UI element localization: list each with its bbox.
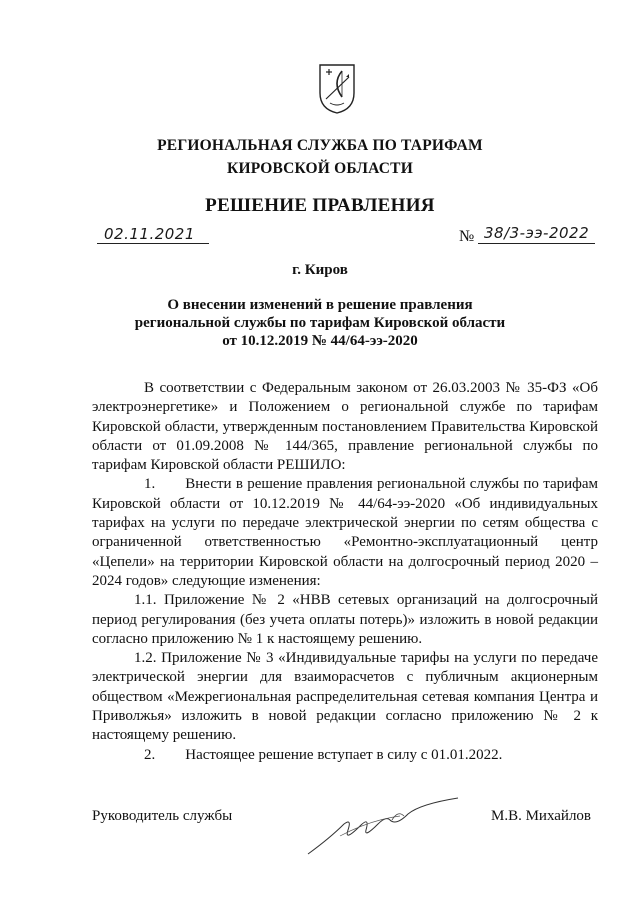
intro-paragraph: В соответствии с Федеральным законом от 26.03.2003 № 35-ФЗ «Об электроэнергетике» и Положением о региональной службе по тарифам Кировской области, утвержденным постановлением Правительства Кировской области от 01.09.2008 № 144/365, правление региональной службы по тарифам Кировской области РЕШИЛО: — [92, 380, 598, 474]
subject-line1: О внесении изменений в решение правления — [167, 297, 473, 313]
item-1: 1. Внести в решение правления региональной службы по тарифам Кировской области от 10.12.2019 № 44/64-ээ-2020 «Об индивидуальных тарифах на услуги по передаче электрической энергии по сетям общества с ограниченной ответственностью «Ремонтно-эксплуатационный центр «Цепели» на территории Кировской области на долгосрочный период 2020 – 2024 годов» следующие изменения: — [92, 476, 598, 589]
document-body — [92, 379, 598, 765]
item-2: 2. Настоящее решение вступает в силу с 01.01.2022. — [144, 746, 503, 763]
organization-name-line1: РЕГИОНАЛЬНАЯ СЛУЖБА ПО ТАРИФАМ — [157, 137, 483, 154]
item-1-2: 1.2. Приложение № 3 «Индивидуальные тарифы на услуги по передаче электрической энергии для взаиморасчетов с публичным акционерным обществом «Межрегиональная распределительная сетевая компания Центра и Приволжья» изложить в новой редакции согласно приложению № 2 к настоящему решению. — [92, 650, 598, 744]
city: г. Киров — [292, 262, 348, 278]
subject-line2: региональной службы по тарифам Кировской области — [134, 315, 506, 331]
signatory-role: Руководитель службы — [92, 808, 233, 824]
kirov-region-coat-of-arms-icon — [318, 63, 356, 115]
number-label: № — [459, 228, 475, 245]
subject-line3: от 10.12.2019 № 44/64-ээ-2020 — [222, 333, 418, 349]
document-number: 38/3-ээ-2022 — [484, 224, 590, 242]
item-1-1: 1.1. Приложение № 2 «НВВ сетевых организаций на долгосрочный период регулирования (без учета оплаты потерь)» изложить в новой редакции согласно приложению № 1 к настоящему решению. — [92, 592, 598, 647]
organization-name-line2: КИРОВСКОЙ ОБЛАСТИ — [227, 160, 413, 177]
handwritten-signature-icon — [300, 790, 470, 870]
signatory-name: М.В. Михайлов — [491, 808, 592, 824]
document-date: 02.11.2021 — [104, 225, 195, 243]
document-title: РЕШЕНИЕ ПРАВЛЕНИЯ — [205, 195, 435, 216]
